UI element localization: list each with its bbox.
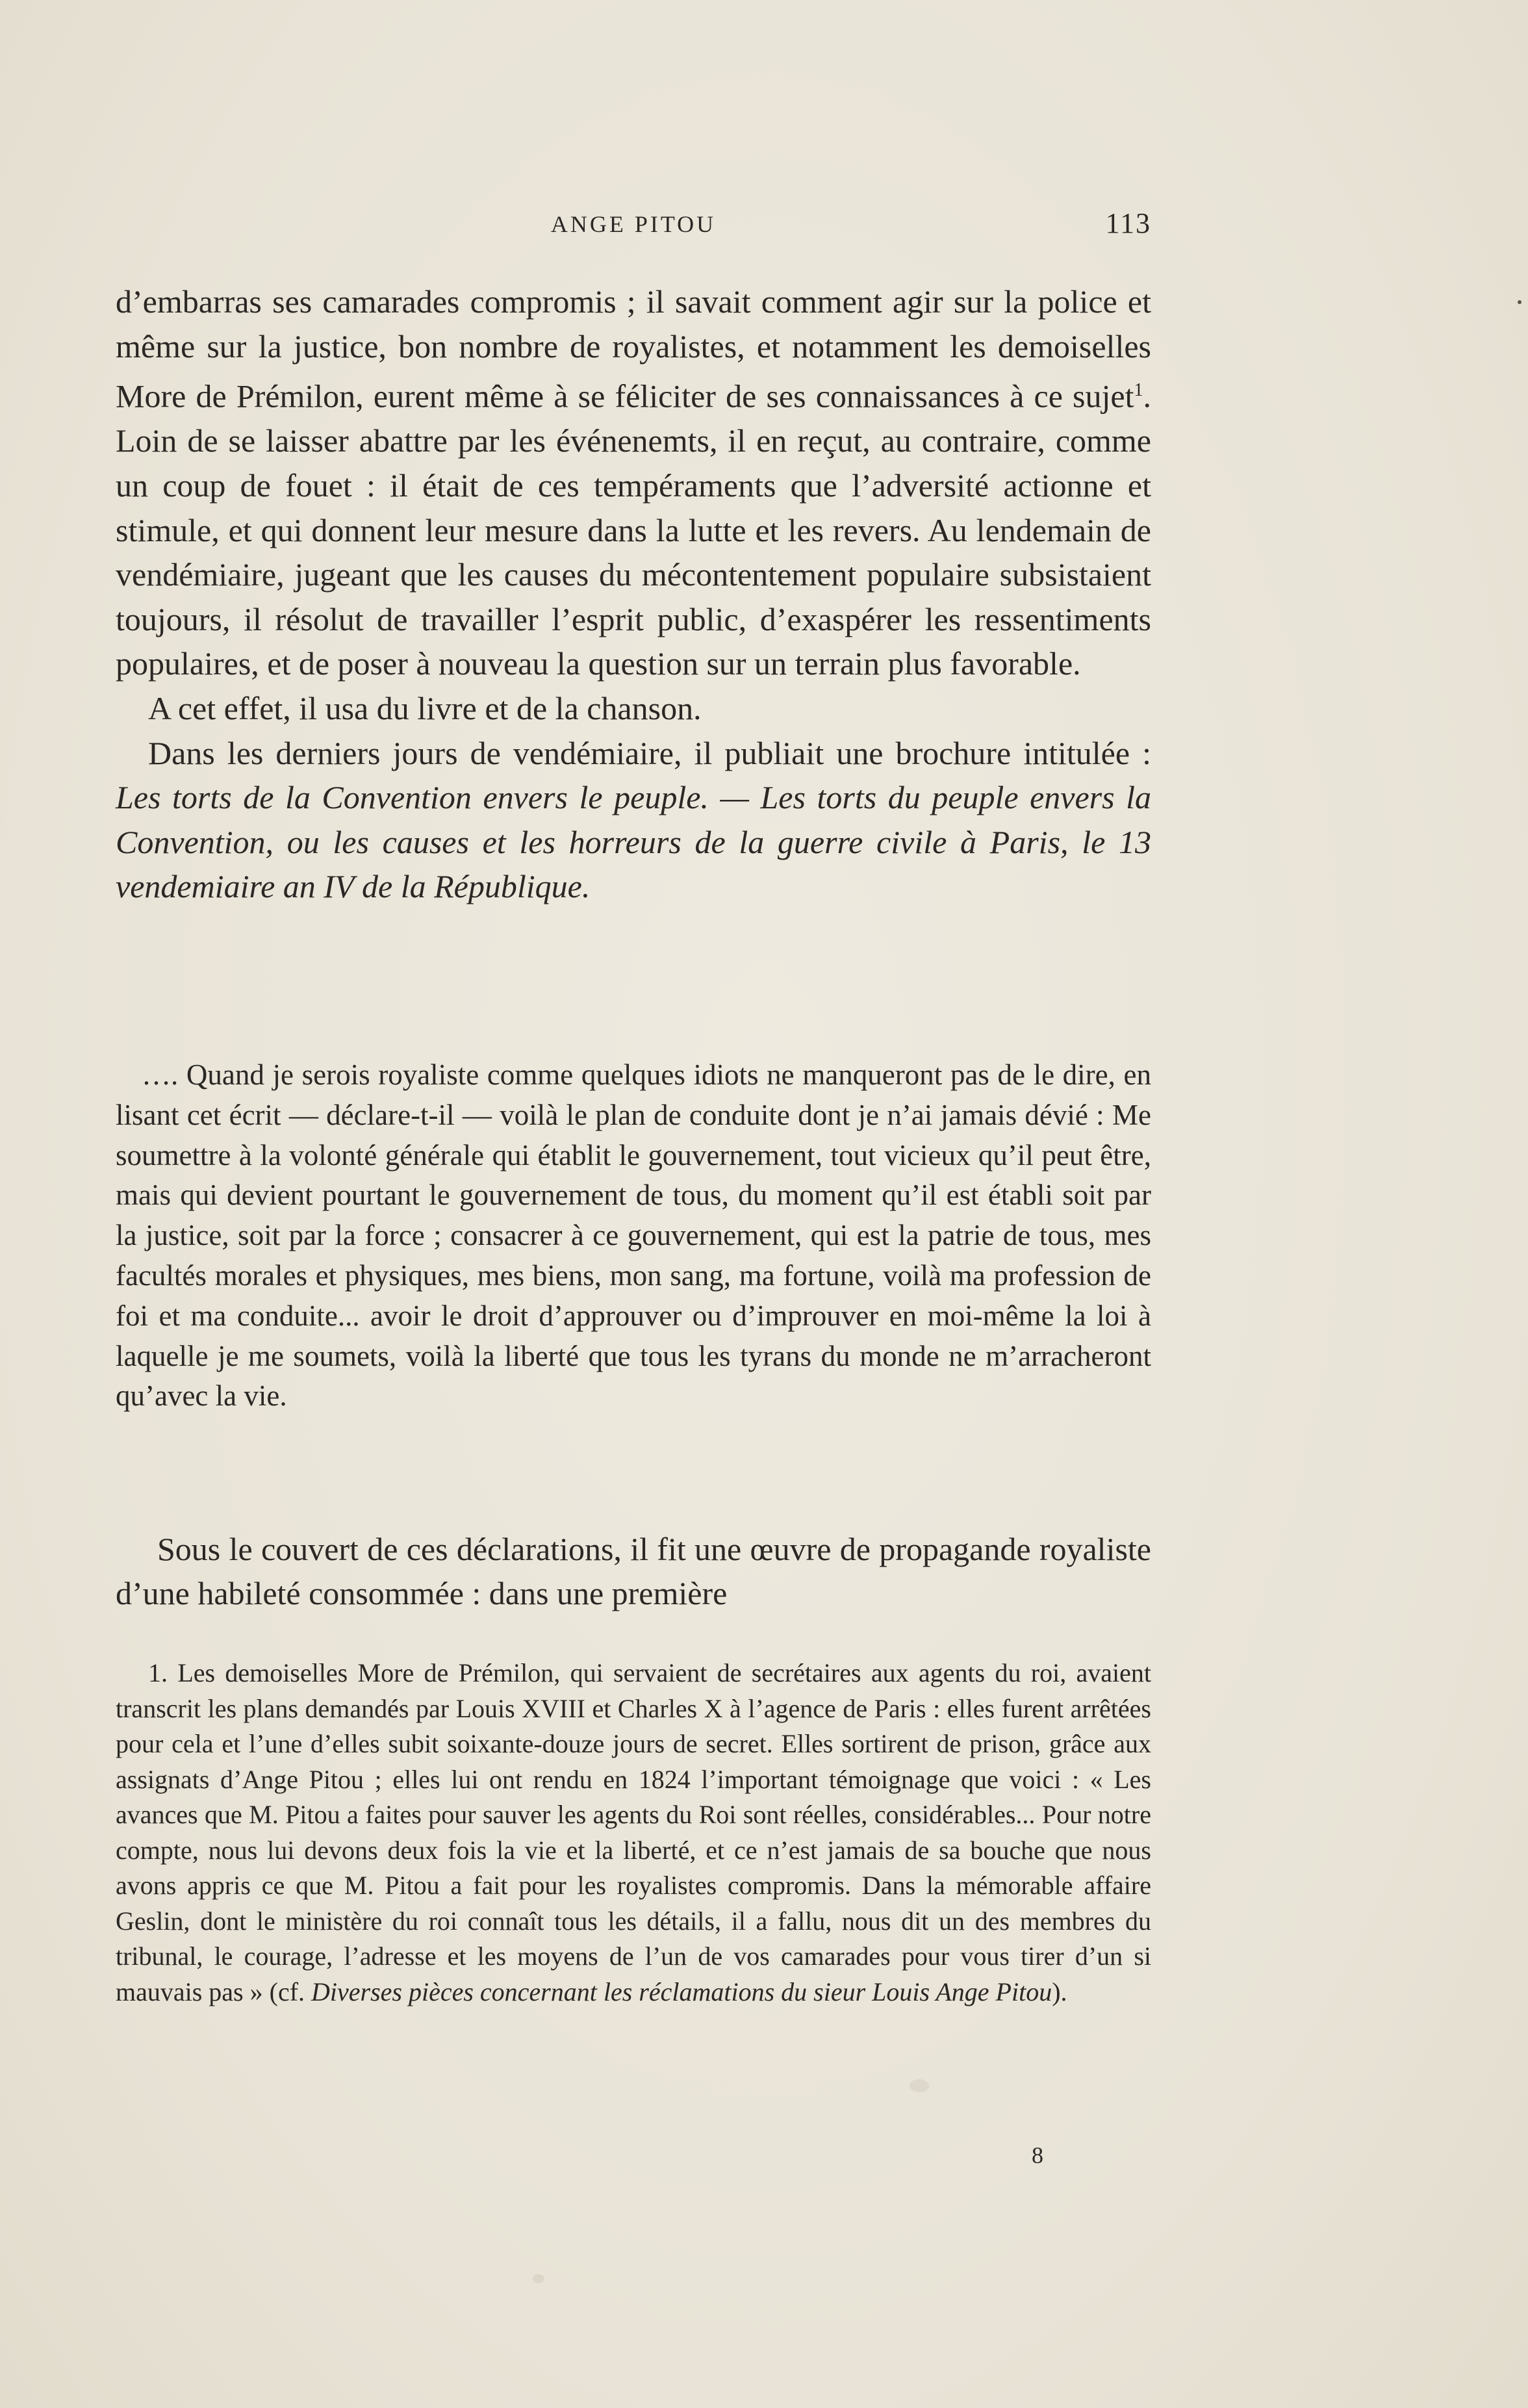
paragraph [116, 731, 1151, 909]
footnote-ref: 1 [1134, 380, 1143, 401]
quote-text: …. Quand je serois royaliste comme quelques idiots ne manqueront pas de le dire, en lisant cet écrit — déclare-t-il — voilà le plan de conduite dont je n’ai jamais dévié : Me soumettre à la volonté générale qui établit le gouvernement, tout vicieux qu’il peut être, mais qui devient pourtant le gouvernement de tous, du moment qu’il est établi soit par la justice, soit par la force ; consacrer à ce gouvernement, qui est la patrie de tous, mes facultés morales et physiques, mes biens, mon sang, ma fortune, voilà ma profession de foi et ma conduite... avoir le droit d’approuver ou d’improuver en moi-même la loi à laquelle je me soumets, voilà la liberté que tous les tyrans du monde ne m’arracheront qu’avec la vie. [116, 1058, 1151, 1413]
brochure-title: Les torts de la Convention envers le peuple. — Les torts du peuple envers la Convention, ou les causes et les horreurs de la guerre civile à Paris, le 13 vendemiaire an IV de la République. [116, 779, 1151, 905]
paragraph: Sous le couvert de ces déclarations, il fit une œuvre de propagande royaliste d’une habileté consommée : dans une première [116, 1531, 1151, 1611]
footnote [116, 1656, 1151, 2010]
page-number: 113 [1105, 207, 1151, 239]
footnote-body: 1. Les demoiselles More de Prémilon, qui servaient de secrétaires aux agents du roi, avaient transcrit les plans demandés par Louis XVIII et Charles X à l’agence de Paris : elles furent arrêtées pour cela et l’une d’elles subit soixante-douze jours de secret. Elles sortirent de prison, grâce aux assignats d’Ange Pitou ; elles lui ont rendu en 1824 l’important témoignage que voici : « Les avances que M. Pitou a faites pour sauver les agents du Roi sont réelles, considérables... Pour notre compte, nous lui devons deux fois la vie et la liberté, et ce n’est jamais de sa bouche que nous avons appris ce que M. Pitou a fait pour les royalistes compromis. Dans la mémorable affaire Geslin, dont le ministère du roi connaît tous les détails, il a fallu, nous dit un des membres du tribunal, le courage, l’adresse et les moyens de l’un de vos camarades pour vous tirer d’un si mauvais pas » (cf. [116, 1658, 1151, 2006]
margin-mark [1518, 300, 1522, 304]
main-text [116, 279, 1151, 909]
signature-mark: 8 [1032, 2142, 1043, 2168]
paper-stain [533, 2274, 544, 2283]
main-text-continued [116, 1527, 1151, 1615]
footnote-text [116, 1656, 1151, 2010]
paragraph: A cet effet, il usa du livre et de la chanson. [148, 690, 702, 726]
paper-stain [910, 2079, 929, 2092]
footnote-citation: Diverses pièces concernant les réclamations du sieur Louis Ange Pitou [311, 1977, 1052, 2006]
paragraph [116, 279, 1151, 686]
footnote-end: ). [1052, 1977, 1067, 2006]
block-quote [116, 1055, 1151, 1416]
running-title: ANGE PITOU [550, 211, 717, 237]
paragraph-text: Dans les derniers jours de vendémiaire, il publiait une brochure intitulée : [148, 734, 1151, 771]
paragraph-text: d’embarras ses camarades compromis ; il savait comment agir sur la police et même sur la justice, bon nombre de royalistes, et notamment les demoiselles More de Prémilon, eurent même à se féliciter de ses connaissances à ce sujet [116, 283, 1151, 415]
paragraph-text: . Loin de se laisser abattre par les événenemts, il en reçut, au contraire, comme un coup de fouet : il était de ces tempéraments que l’adversité actionne et stimule, et qui donnent leur mesure dans la lutte et les revers. Au lendemain de vendémiaire, jugeant que les causes du mécontentement populaire subsistaient toujours, il résolut de travailler l’esprit public, d’exaspérer les ressentiments populaires, et de poser à nouveau la question sur un terrain plus favorable. [116, 378, 1151, 682]
page-header [116, 207, 1151, 246]
